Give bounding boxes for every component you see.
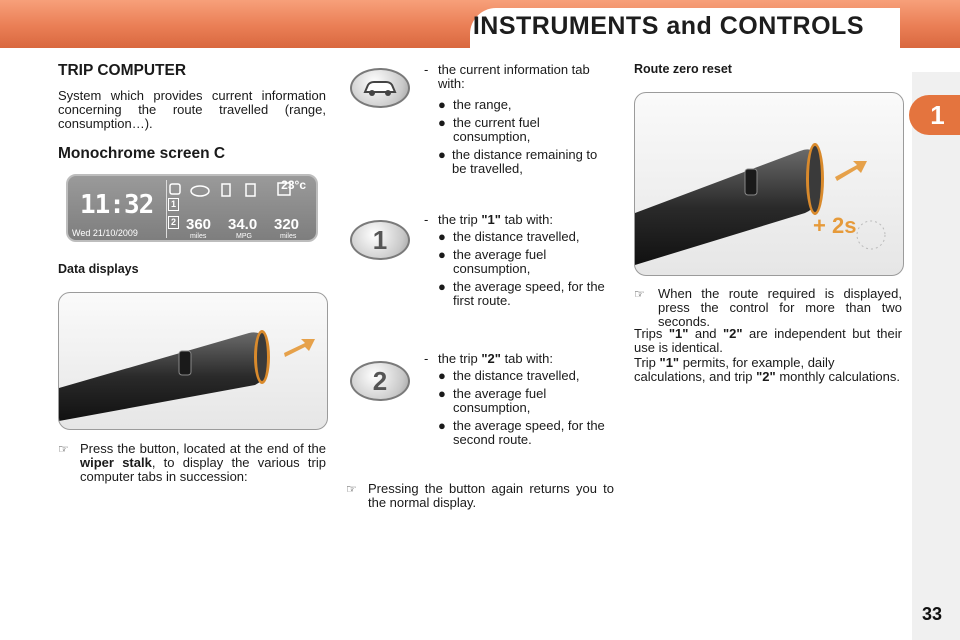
trip-1-tab-icon: 1 <box>350 220 410 260</box>
pointing-hand-icon: ☞ <box>58 442 69 456</box>
page-number: 33 <box>922 604 943 624</box>
display-clock: 11:32 <box>80 190 154 220</box>
chapter-badge: 1 <box>909 95 960 135</box>
route-reset-instruction: ☞ When the route required is displayed, press the control for more than two seconds. <box>634 286 902 329</box>
current-info-block: - the current information tab with: ● the range, ● the current fuel consumption, ● the distance remaining to be travelled, <box>424 62 598 176</box>
display-value-distance: 320 <box>274 216 300 233</box>
route-zero-reset-title: Route zero reset <box>634 62 732 76</box>
intro-paragraph: System which provides current information concerning the route travelled (range, consumption…). <box>58 88 326 131</box>
trip1-item-speed: the average speed, for the first route. <box>453 279 605 308</box>
side-strip <box>912 72 960 640</box>
monochrome-display-illustration <box>66 174 318 242</box>
trips-independent-note: Trips "1" and "2" are independent but their use is identical. <box>634 326 902 355</box>
display-value-consumption: 34.0 <box>228 216 258 233</box>
car-tab-icon <box>350 68 410 108</box>
data-displays-label: Data displays <box>58 262 139 276</box>
reset-stalk-photo <box>634 92 904 276</box>
press-button-instruction <box>58 442 326 484</box>
trip-2-block: - the trip "2" tab with: ● the distance travelled, ● the average fuel consumption, ● the average speed, for the second route. <box>424 351 605 447</box>
display-temperature: 23°c <box>281 178 306 192</box>
press-post-text: , to display the various trip computer tabs in succession: <box>80 455 326 484</box>
car-icon <box>362 78 398 98</box>
trip2-item-distance: the distance travelled, <box>453 368 580 383</box>
wiper-stalk-term: wiper stalk <box>80 455 152 470</box>
trip-2-tab-icon: 2 <box>350 361 410 401</box>
trip-usage-note: Trip "1" permits, for example, daily calculations, and trip "2" monthly calculations. <box>634 355 900 384</box>
hold-two-seconds-label: + 2s <box>813 213 857 238</box>
trip1-item-fuel: the average fuel consumption, <box>453 247 547 276</box>
section-title-trip-computer: TRIP COMPUTER <box>58 62 187 79</box>
arrow-icon <box>835 161 867 181</box>
subtitle-monochrome-screen: Monochrome screen C <box>58 145 226 162</box>
press-pre-text: Press the button, located at the end of the <box>80 441 326 456</box>
display-tab-2: 2 <box>168 216 179 229</box>
display-unit-consumption: MPG <box>236 233 252 240</box>
display-value-range: 360 <box>186 216 212 233</box>
reset-stalk-illustration <box>635 93 903 275</box>
display-tab-1: 1 <box>168 198 179 211</box>
trip-1-block: - the trip "1" tab with: ● the distance travelled, ● the average fuel consumption, ● the average speed, for the first route. <box>424 212 605 308</box>
current-info-line: the current information tab with: <box>438 62 590 91</box>
current-item-range: the range, <box>453 97 512 112</box>
wiper-stalk-photo <box>58 292 328 430</box>
display-trip-icons <box>166 180 296 198</box>
page-title: INSTRUMENTS and CONTROLS <box>472 12 864 40</box>
wiper-stalk-illustration <box>59 293 327 429</box>
trip1-item-distance: the distance travelled, <box>453 229 580 244</box>
current-item-distance: the distance remaining to be travelled, <box>452 147 598 176</box>
pointing-hand-icon: ☞ <box>634 287 645 301</box>
trip2-item-speed: the average speed, for the second route. <box>453 418 605 447</box>
display-unit-distance: miles <box>280 233 297 240</box>
current-item-fuel: the current fuel consumption, <box>453 115 540 144</box>
trip2-item-fuel: the average fuel consumption, <box>453 386 547 415</box>
pointing-hand-icon: ☞ <box>346 482 357 496</box>
display-unit-range: miles <box>190 233 207 240</box>
display-date: Wed 21/10/2009 <box>72 228 138 238</box>
arrow-icon <box>284 339 315 357</box>
pressing-again-instruction: ☞ Pressing the button again returns you to the normal display. <box>346 481 614 510</box>
